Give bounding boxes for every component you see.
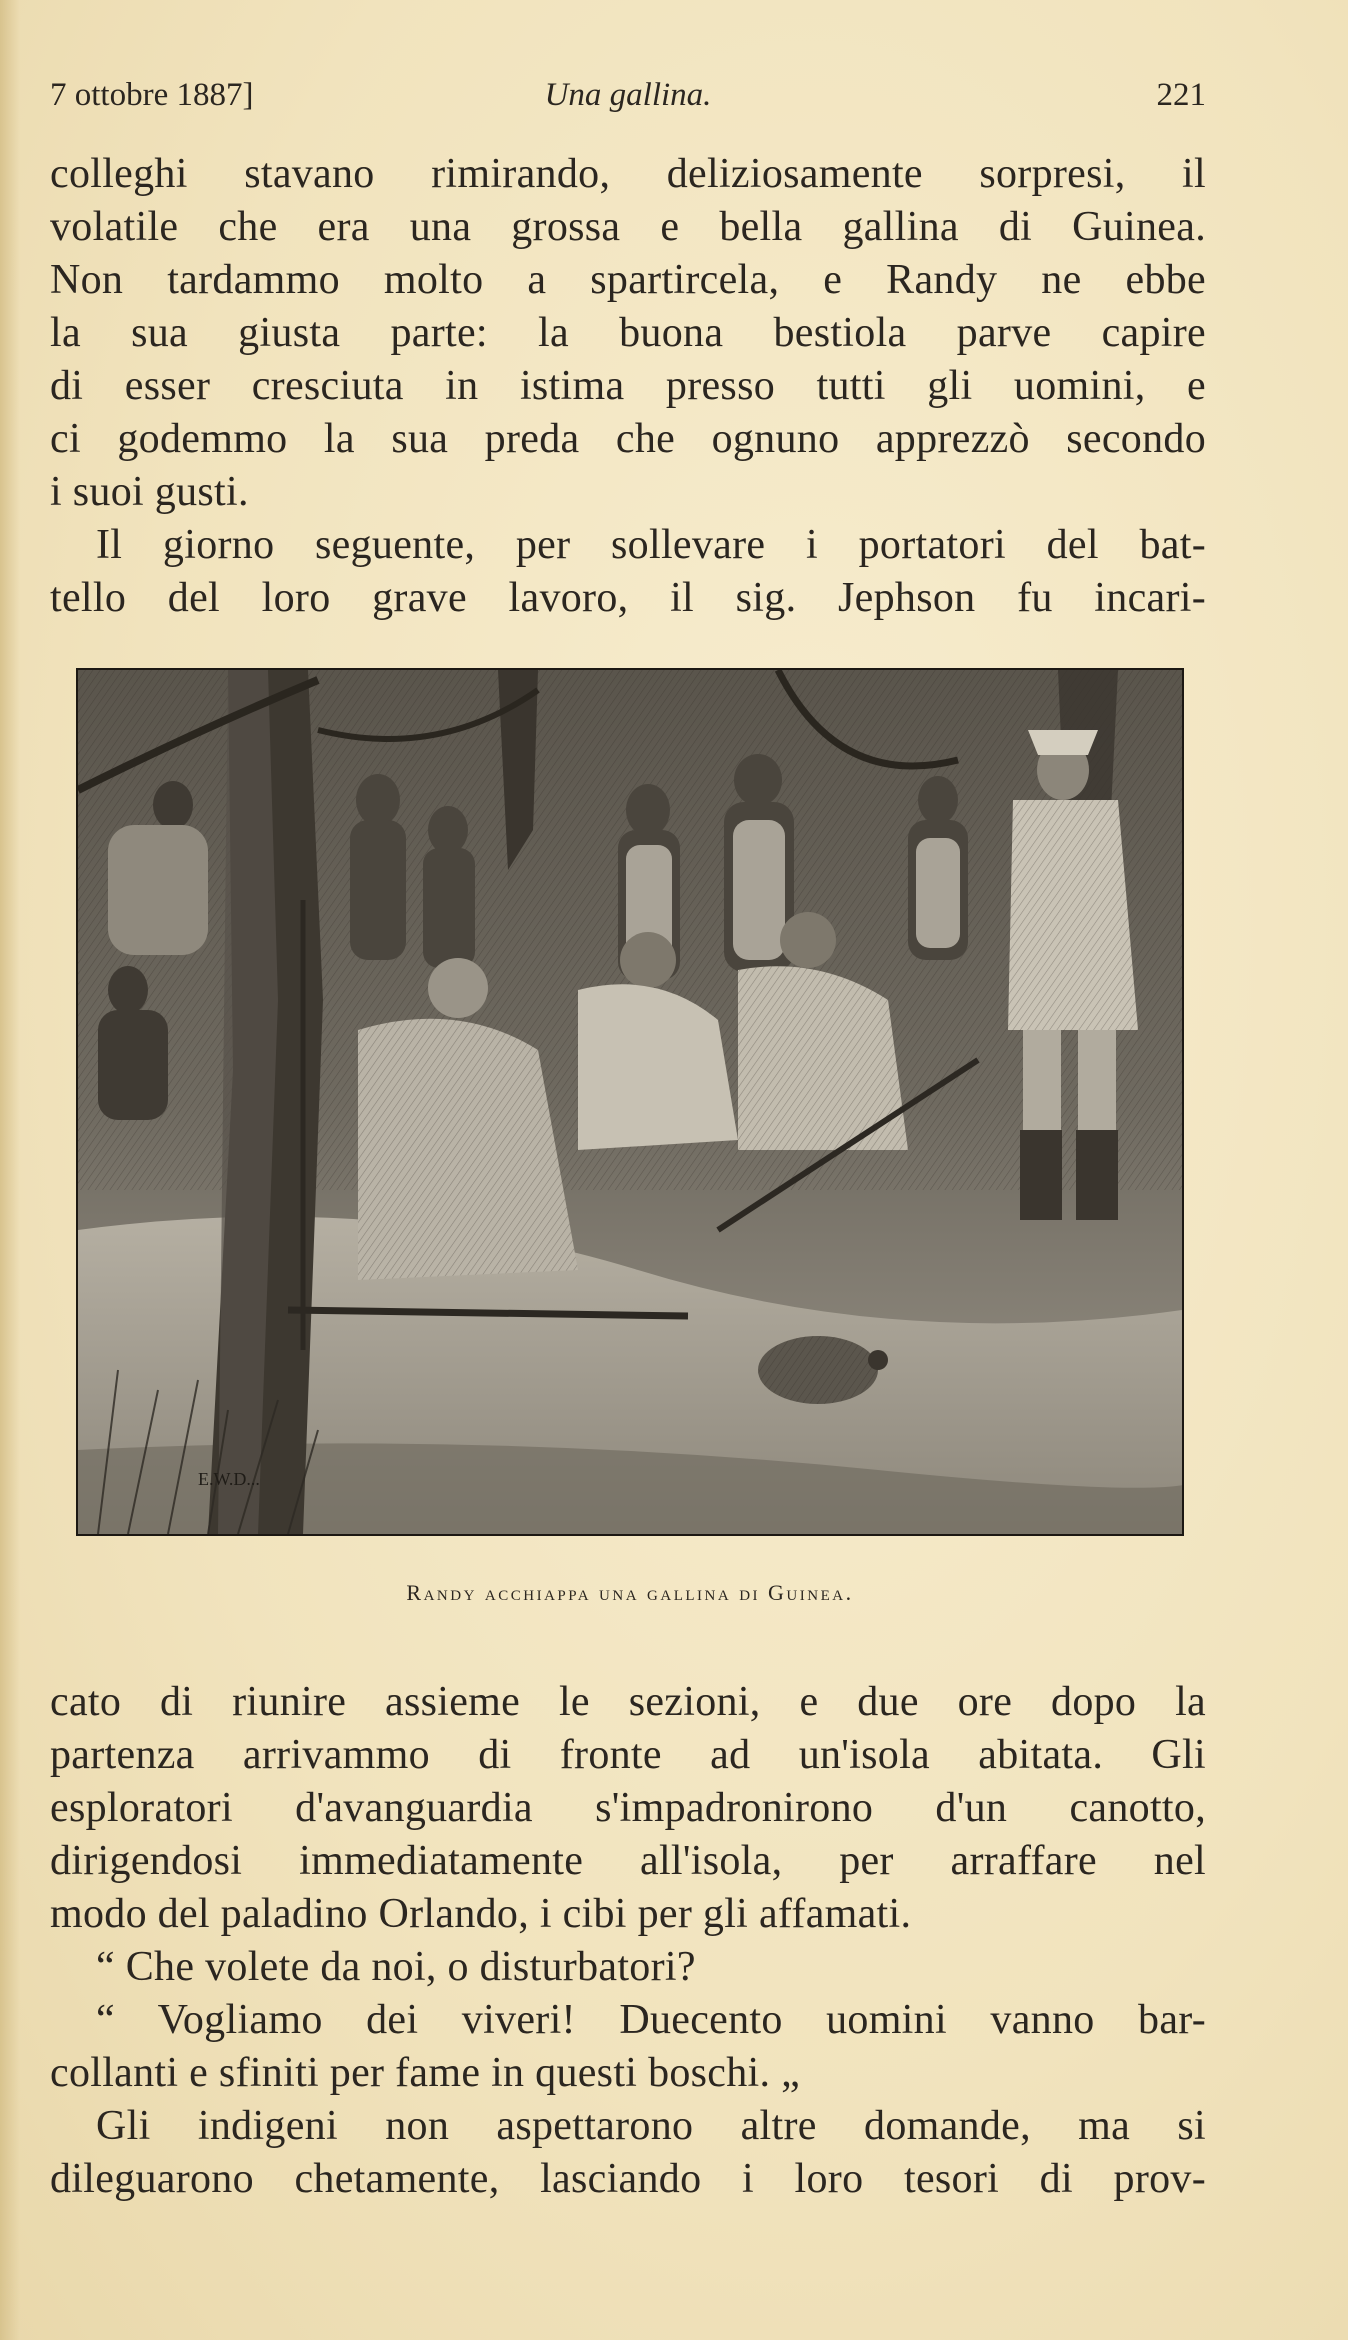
text-line: collanti e sfiniti per fame in questi boschi. „ (50, 2050, 801, 2096)
text-line: partenza arrivammo di fronte ad un'isola abitata. Gli (50, 1732, 1206, 1778)
header-date: 7 ottobre 1887] (50, 77, 254, 113)
page-number: 221 (1156, 77, 1206, 113)
text-line: “ Che volete da noi, o disturbatori? (96, 1944, 696, 1990)
text-line: colleghi stavano rimirando, deliziosamente sorpresi, il (50, 151, 1206, 197)
text-line: “ Vogliamo dei viveri! Duecento uomini vanno bar- (96, 1997, 1206, 2043)
text-line: dirigendosi immediatamente all'isola, per arraffare nel (50, 1838, 1206, 1884)
text-line: Il giorno seguente, per sollevare i portatori del bat- (96, 522, 1206, 568)
text-line: i suoi gusti. (50, 469, 249, 515)
text-line: dileguarono chetamente, lasciando i loro tesori di prov- (50, 2156, 1206, 2202)
text-line: Non tardammo molto a spartircela, e Randy ne ebbe (50, 257, 1206, 303)
text-line: cato di riunire assieme le sezioni, e due ore dopo la (50, 1679, 1206, 1725)
text-line: tello del loro grave lavoro, il sig. Jephson fu incari- (50, 575, 1206, 621)
text-line: di esser cresciuta in istima presso tutti gli uomini, e (50, 363, 1206, 409)
illustration-caption: Randy acchiappa una gallina di Guinea. (406, 1580, 854, 1605)
engraving-illustration (76, 668, 1184, 1536)
text-line: Gli indigeni non aspettarono altre domande, ma si (96, 2103, 1206, 2149)
text-line: modo del paladino Orlando, i cibi per gli affamati. (50, 1891, 912, 1937)
text-line: volatile che era una grossa e bella gallina di Guinea. (50, 204, 1206, 250)
engraving-scene (78, 670, 1182, 1534)
text-line: ci godemmo la sua preda che ognuno apprezzò secondo (50, 416, 1206, 462)
artist-signature: E.W.D... (198, 1469, 260, 1489)
text-line: esploratori d'avanguardia s'impadronirono d'un canotto, (50, 1785, 1206, 1831)
body-text-bottom (50, 1676, 1206, 2206)
chapter-title: Una gallina. (544, 77, 712, 113)
page-edge-shadow (0, 0, 20, 2340)
running-head (50, 72, 1206, 118)
body-text-top (50, 148, 1206, 625)
text-line: la sua giusta parte: la buona bestiola parve capire (50, 310, 1206, 356)
